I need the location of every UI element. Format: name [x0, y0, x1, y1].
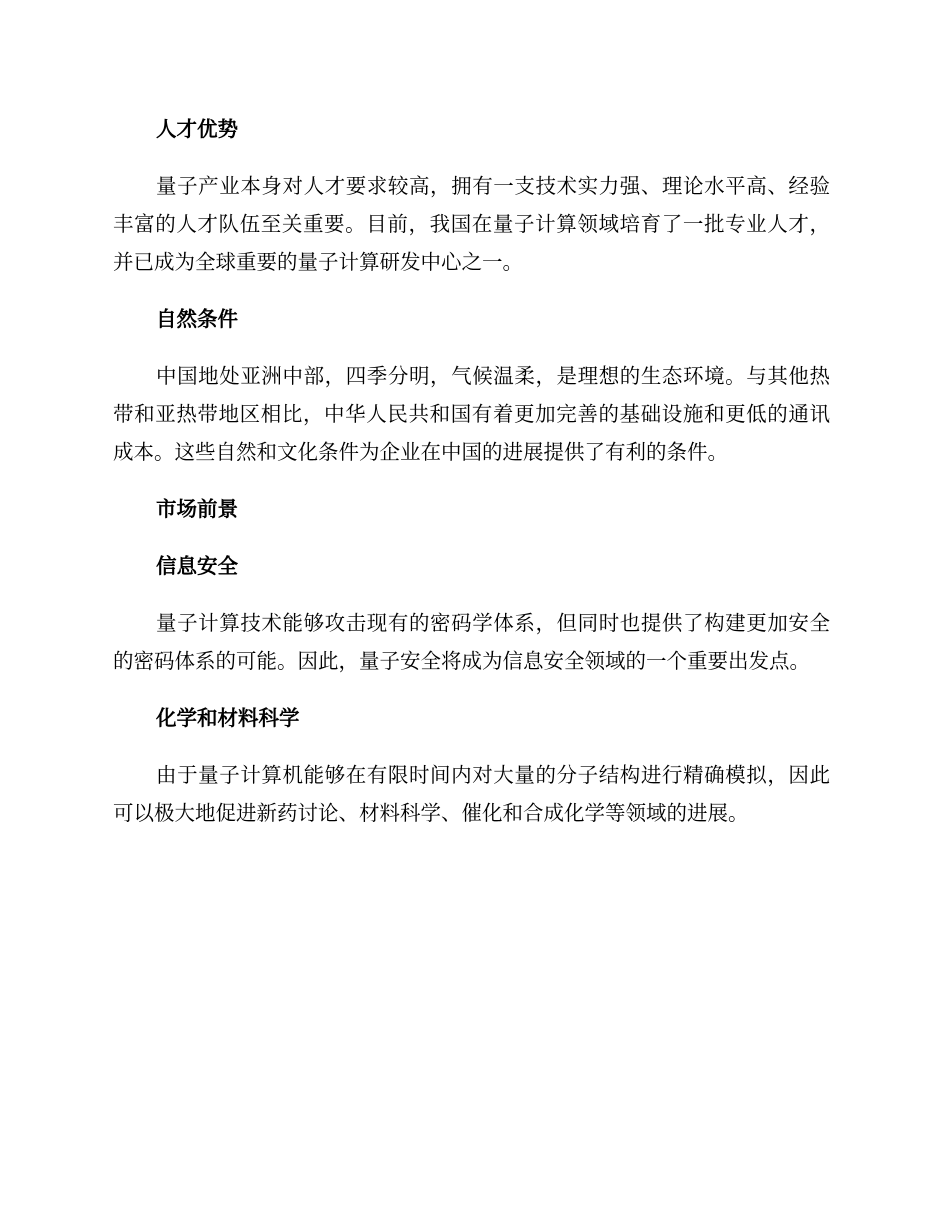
section-heading-information-security: 信息安全	[156, 554, 238, 578]
section-heading-market-outlook: 市场前景	[156, 497, 238, 521]
section-heading-natural-conditions: 自然条件	[156, 307, 238, 331]
section-paragraph-talent: 量子产业本身对人才要求较高，拥有一支技术实力强、理论水平高、经验丰富的人才队伍至关重要。目前，我国在量子计算领域培育了一批专业人才，并已成为全球重要的量子计算研发中心之一。	[113, 174, 830, 274]
section-heading-talent: 人才优势	[156, 117, 238, 141]
section-paragraph-natural-conditions: 中国地处亚洲中部，四季分明，气候温柔，是理想的生态环境。与其他热带和亚热带地区相比，中华人民共和国有着更加完善的基础设施和更低的通讯成本。这些自然和文化条件为企业在中国的进展提供了有利的条件。	[113, 364, 830, 464]
section-paragraph-chemistry-materials: 由于量子计算机能够在有限时间内对大量的分子结构进行精确模拟，因此可以极大地促进新药讨论、材料科学、催化和合成化学等领域的进展。	[113, 763, 830, 825]
document-page	[113, 110, 830, 851]
section-paragraph-information-security: 量子计算技术能够攻击现有的密码学体系，但同时也提供了构建更加安全的密码体系的可能。因此，量子安全将成为信息安全领域的一个重要出发点。	[113, 611, 830, 673]
section-heading-chemistry-materials: 化学和材料科学	[156, 706, 300, 730]
